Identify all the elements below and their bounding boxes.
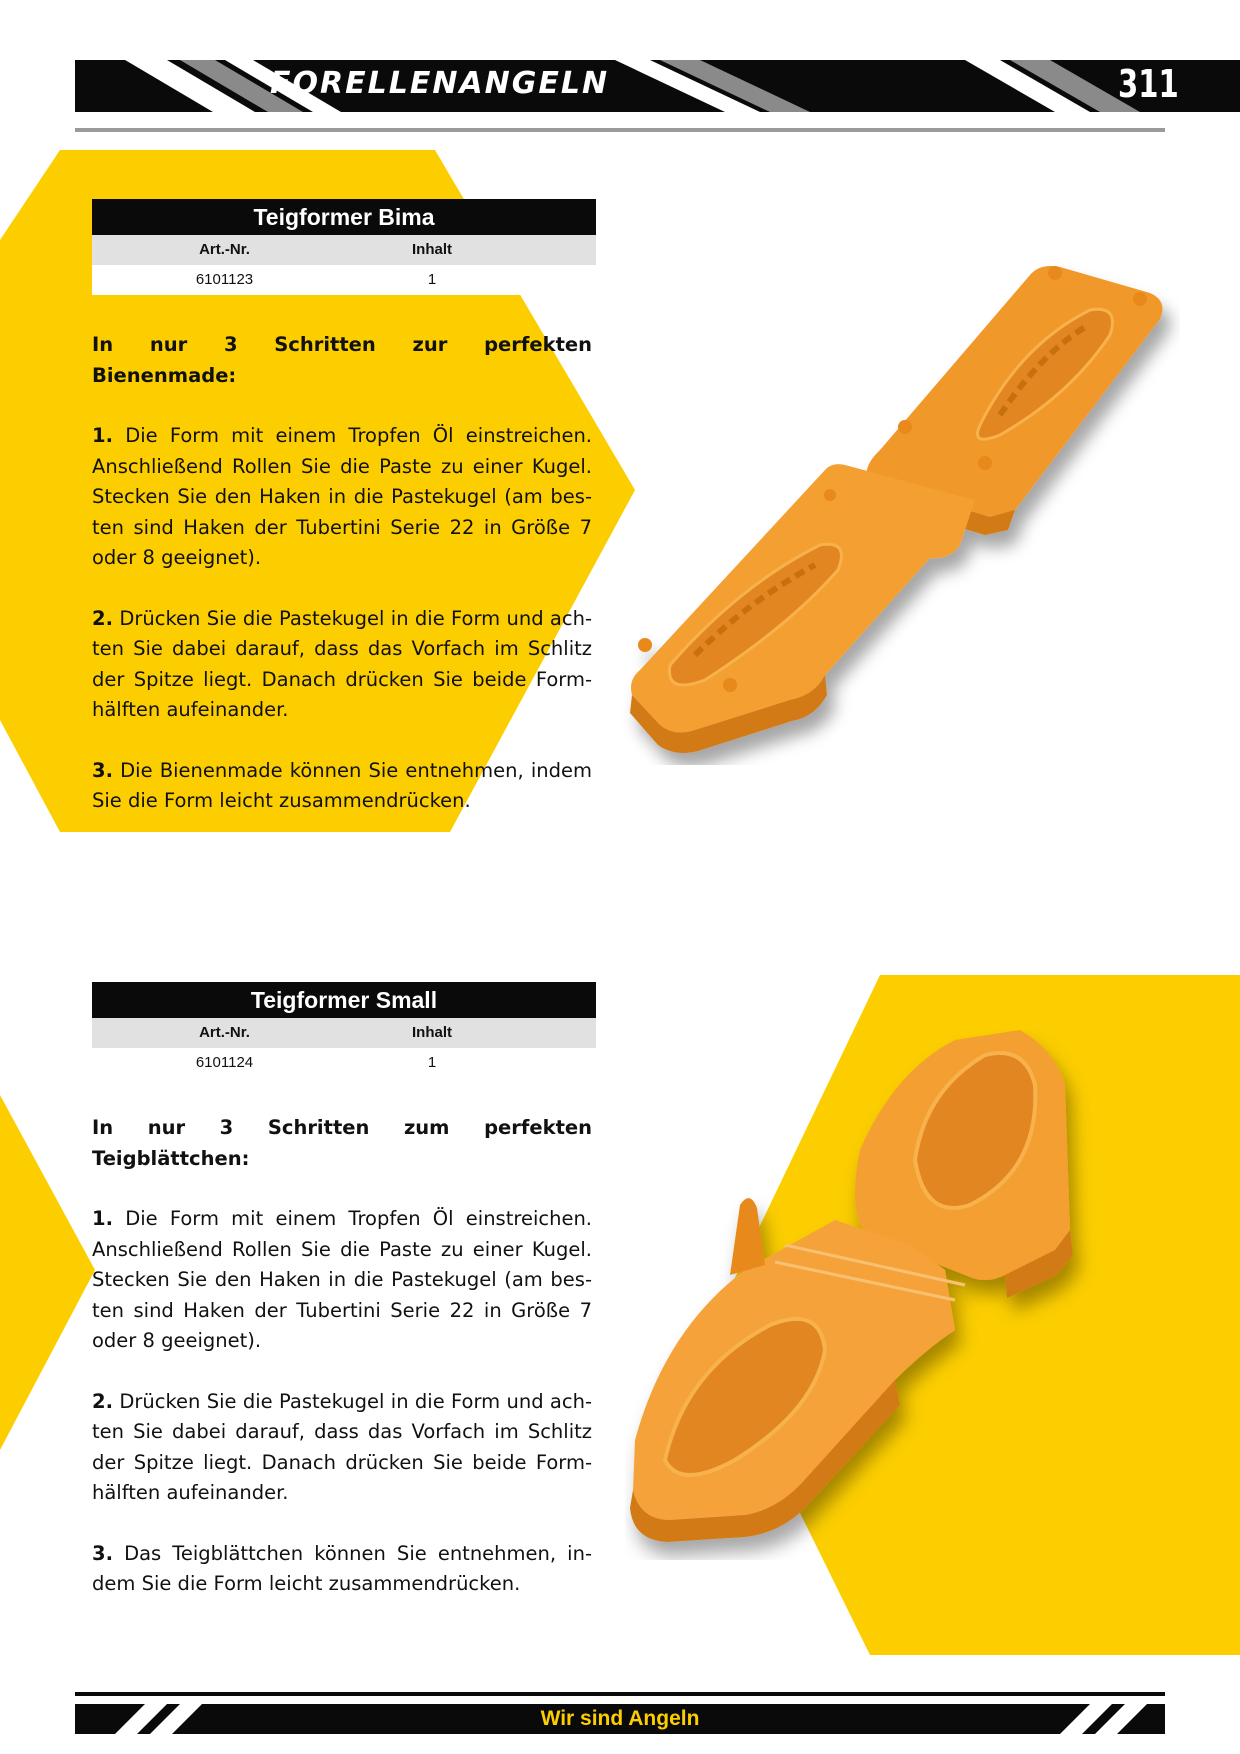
step-number: 1. — [92, 424, 113, 447]
dough-mold-small-icon — [630, 1030, 1073, 1542]
page-number: 311 — [1118, 62, 1179, 106]
table-header — [92, 1018, 596, 1048]
column-header-inhalt: Inhalt — [412, 1024, 452, 1041]
teigformer-bima-image — [620, 255, 1180, 765]
step-number: 3. — [92, 1541, 113, 1565]
step-2 — [92, 1387, 592, 1509]
product-title: Teigformer Bima — [92, 199, 596, 235]
product-table-bima — [92, 199, 596, 295]
header-stripes — [75, 60, 1240, 112]
step-1 — [92, 1204, 592, 1357]
product-table-small — [92, 982, 596, 1078]
dough-mold-bima-icon — [630, 266, 1162, 753]
teigformer-small-image — [625, 1030, 1125, 1560]
cell-art-nr: 6101123 — [195, 271, 254, 288]
cell-inhalt: 1 — [427, 271, 437, 288]
product-description-small — [92, 1113, 592, 1630]
step-text: Die Form mit einem Tropfen Öl einstreichen. Anschließend Rollen Sie die Paste zu einer Kugel. Stecken Sie den Haken in die Pastekugel (am besten sind Haken der Tubertini Serie 22 in Größe 7 oder 8 geeignet). — [92, 424, 592, 569]
step-number: 2. — [92, 606, 113, 630]
header-title: FORELLENANGELN — [270, 66, 610, 101]
cell-art-nr: 6101124 — [195, 1054, 254, 1071]
step-1 — [92, 421, 592, 574]
header-divider — [75, 128, 1165, 132]
column-header-inhalt: Inhalt — [412, 241, 452, 258]
lead-text: In nur 3 Schritten zum perfekten Teigblättchen: — [92, 1116, 592, 1170]
step-text: Das Teigblättchen können Sie entnehmen, indem Sie die Form leicht zusammendrücken. — [92, 1541, 592, 1595]
step-3 — [92, 756, 592, 817]
step-text: Die Bienenmade können Sie entnehmen, indem Sie die Form leicht zusammendrücken. — [92, 758, 593, 812]
step-number: 1. — [92, 1207, 113, 1230]
table-row — [92, 265, 596, 295]
lead-text: In nur 3 Schritten zur perfekten Bienenmade: — [92, 333, 592, 387]
table-header — [92, 235, 596, 265]
product-title: Teigformer Small — [92, 982, 596, 1018]
footer-slogan: Wir sind Angeln — [540, 1707, 700, 1730]
step-text: Drücken Sie die Pastekugel in die Form und achten Sie dabei darauf, dass das Vorfach im Schlitz der Spitze liegt. Danach drücken Sie beide Formhälften aufeinander. — [92, 606, 592, 721]
product-description-bima — [92, 330, 592, 847]
cell-inhalt: 1 — [427, 1054, 437, 1071]
header-bar — [75, 60, 1240, 112]
step-text: Drücken Sie die Pastekugel in die Form und achten Sie dabei darauf, dass das Vorfach im Schlitz der Spitze liegt. Danach drücken Sie beide Formhälften aufeinander. — [92, 1389, 592, 1504]
step-2 — [92, 604, 592, 726]
yellow-hexagon-left-bottom — [0, 1095, 95, 1450]
table-row — [92, 1048, 596, 1078]
step-3 — [92, 1539, 592, 1600]
footer-divider — [75, 1692, 1165, 1696]
step-text: Die Form mit einem Tropfen Öl einstreichen. Anschließend Rollen Sie die Paste zu einer Kugel. Stecken Sie den Haken in die Pastekugel (am besten sind Haken der Tubertini Serie 22 in Größe 7 oder 8 geeignet). — [92, 1207, 592, 1352]
column-header-art-nr: Art.-Nr. — [199, 1024, 250, 1041]
step-number: 3. — [92, 758, 113, 782]
step-number: 2. — [92, 1389, 113, 1413]
column-header-art-nr: Art.-Nr. — [199, 241, 250, 258]
